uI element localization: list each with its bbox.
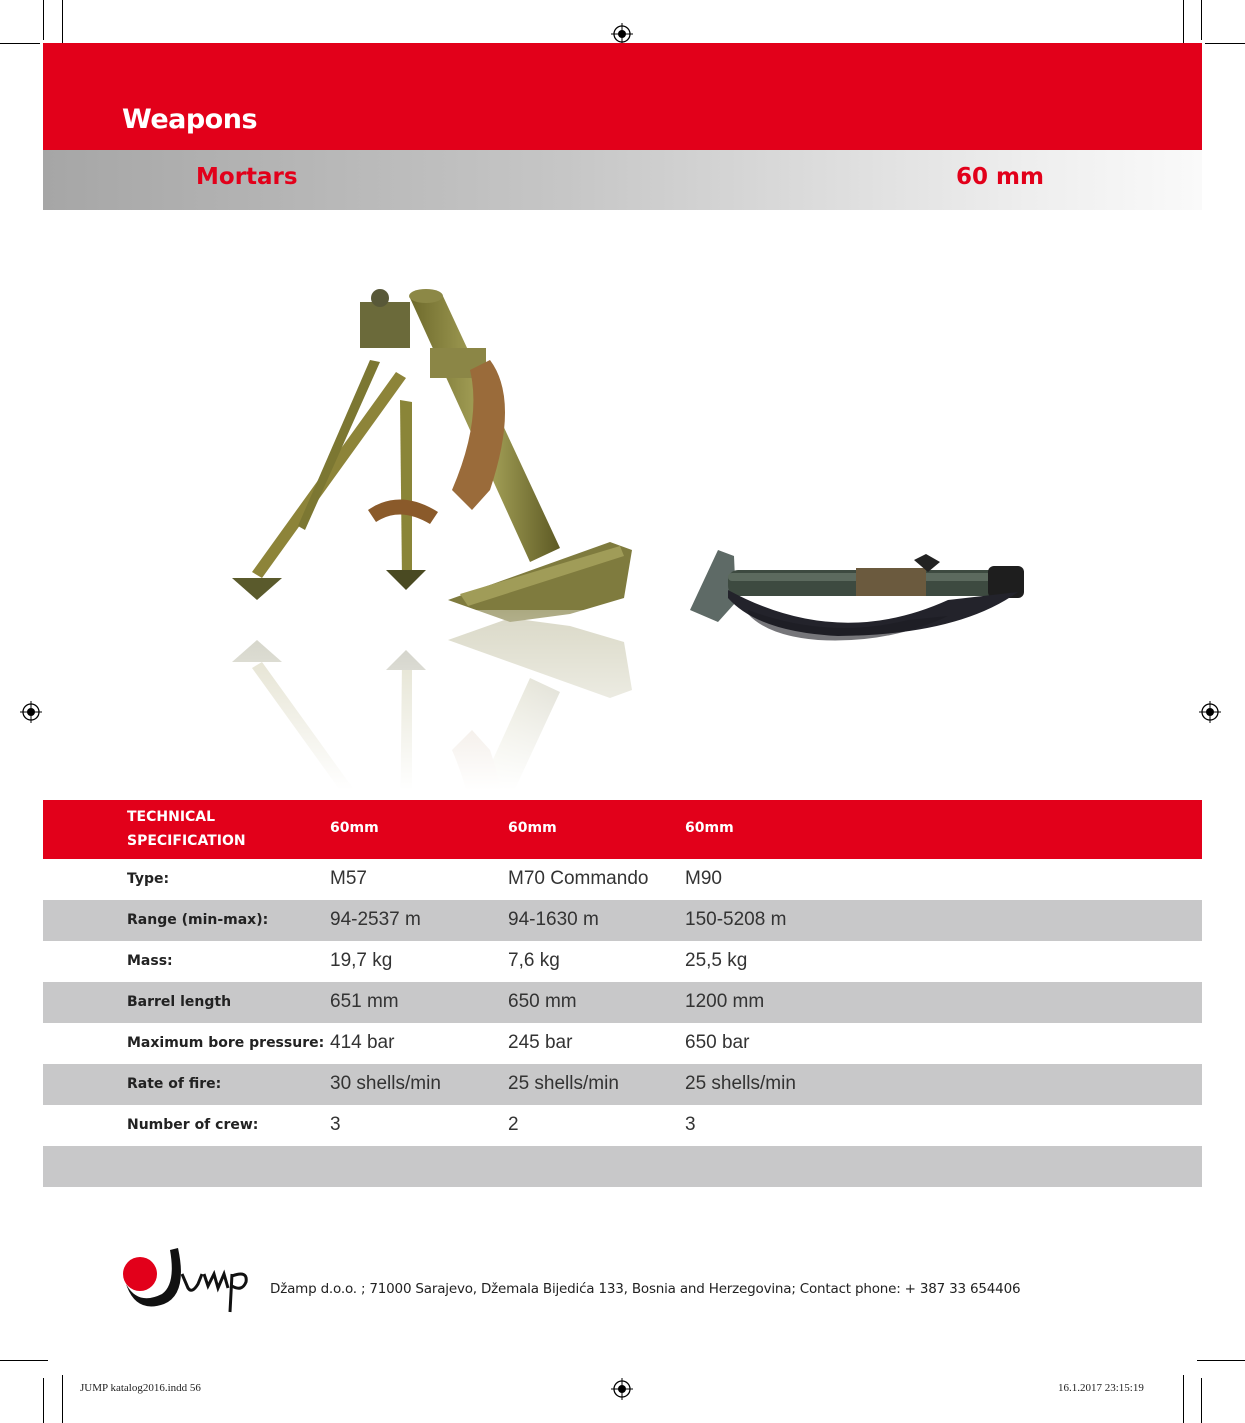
cell: 3	[330, 1114, 341, 1135]
slug-datetime: 16.1.2017 23:15:19	[1058, 1382, 1144, 1394]
mortar-m70-commando-image	[688, 540, 1038, 660]
cell: 3	[685, 1114, 696, 1135]
table-row	[43, 982, 1202, 1023]
cell: M70 Commando	[508, 868, 649, 889]
crop-mark	[1197, 1360, 1245, 1361]
slug-filename: JUMP katalog2016.indd 56	[80, 1382, 201, 1394]
jump-logo	[118, 1244, 263, 1316]
crop-mark	[43, 0, 44, 40]
crop-mark	[43, 1378, 44, 1423]
cell: M90	[685, 868, 722, 889]
table-row	[43, 1146, 1202, 1187]
mortar-m57-image	[220, 280, 640, 790]
row-label: Barrel length	[127, 994, 232, 1010]
spec-heading: TECHNICAL SPECIFICATION	[127, 809, 246, 849]
column-header: 60mm	[685, 820, 734, 836]
table-row	[43, 941, 1202, 982]
crop-mark	[1201, 0, 1202, 40]
cell: 2	[508, 1114, 519, 1135]
table-row	[43, 1064, 1202, 1105]
cell: 25 shells/min	[508, 1073, 619, 1094]
row-label: Rate of fire:	[127, 1076, 222, 1092]
crop-mark	[1183, 1375, 1184, 1423]
row-label: Mass:	[127, 953, 173, 969]
row-label: Number of crew:	[127, 1117, 259, 1133]
cell: 650 mm	[508, 991, 577, 1012]
caliber-label: 60 mm	[956, 164, 1044, 190]
row-label: Range (min-max):	[127, 912, 269, 928]
section-title: Weapons	[122, 104, 258, 135]
spec-table-header	[43, 800, 1202, 859]
cell: 414 bar	[330, 1032, 395, 1053]
cell: 245 bar	[508, 1032, 573, 1053]
crop-mark	[62, 0, 63, 48]
crop-mark	[1183, 0, 1184, 48]
cell: 650 bar	[685, 1032, 750, 1053]
cell: 94-1630 m	[508, 909, 599, 930]
table-row	[43, 859, 1202, 900]
registration-mark-icon	[20, 701, 42, 723]
crop-mark	[0, 1360, 48, 1361]
column-header: 60mm	[508, 820, 557, 836]
category-title: Mortars	[196, 164, 298, 190]
registration-mark-icon	[1199, 701, 1221, 723]
cell: M57	[330, 868, 367, 889]
crop-mark	[1205, 43, 1245, 44]
cell: 25 shells/min	[685, 1073, 796, 1094]
crop-mark	[0, 43, 40, 44]
table-row	[43, 1023, 1202, 1064]
crop-mark	[62, 1375, 63, 1423]
cell: 19,7 kg	[330, 950, 393, 971]
crop-mark	[1201, 1378, 1202, 1423]
cell: 94-2537 m	[330, 909, 421, 930]
registration-mark-icon	[611, 23, 633, 45]
cell: 25,5 kg	[685, 950, 748, 971]
row-label: Maximum bore pressure:	[127, 1035, 325, 1051]
cell: 1200 mm	[685, 991, 765, 1012]
cell: 7,6 kg	[508, 950, 560, 971]
cell: 30 shells/min	[330, 1073, 441, 1094]
column-header: 60mm	[330, 820, 379, 836]
table-row	[43, 900, 1202, 941]
registration-mark-icon	[611, 1378, 633, 1400]
cell: 150-5208 m	[685, 909, 787, 930]
company-address: Džamp d.o.o. ; 71000 Sarajevo, Džemala Bijedića 133, Bosnia and Herzegovina; Contact phone: + 387 33 654406	[270, 1281, 1021, 1297]
table-row	[43, 1105, 1202, 1146]
spec-table	[43, 800, 1202, 1187]
cell: 651 mm	[330, 991, 399, 1012]
row-label: Type:	[127, 871, 170, 887]
